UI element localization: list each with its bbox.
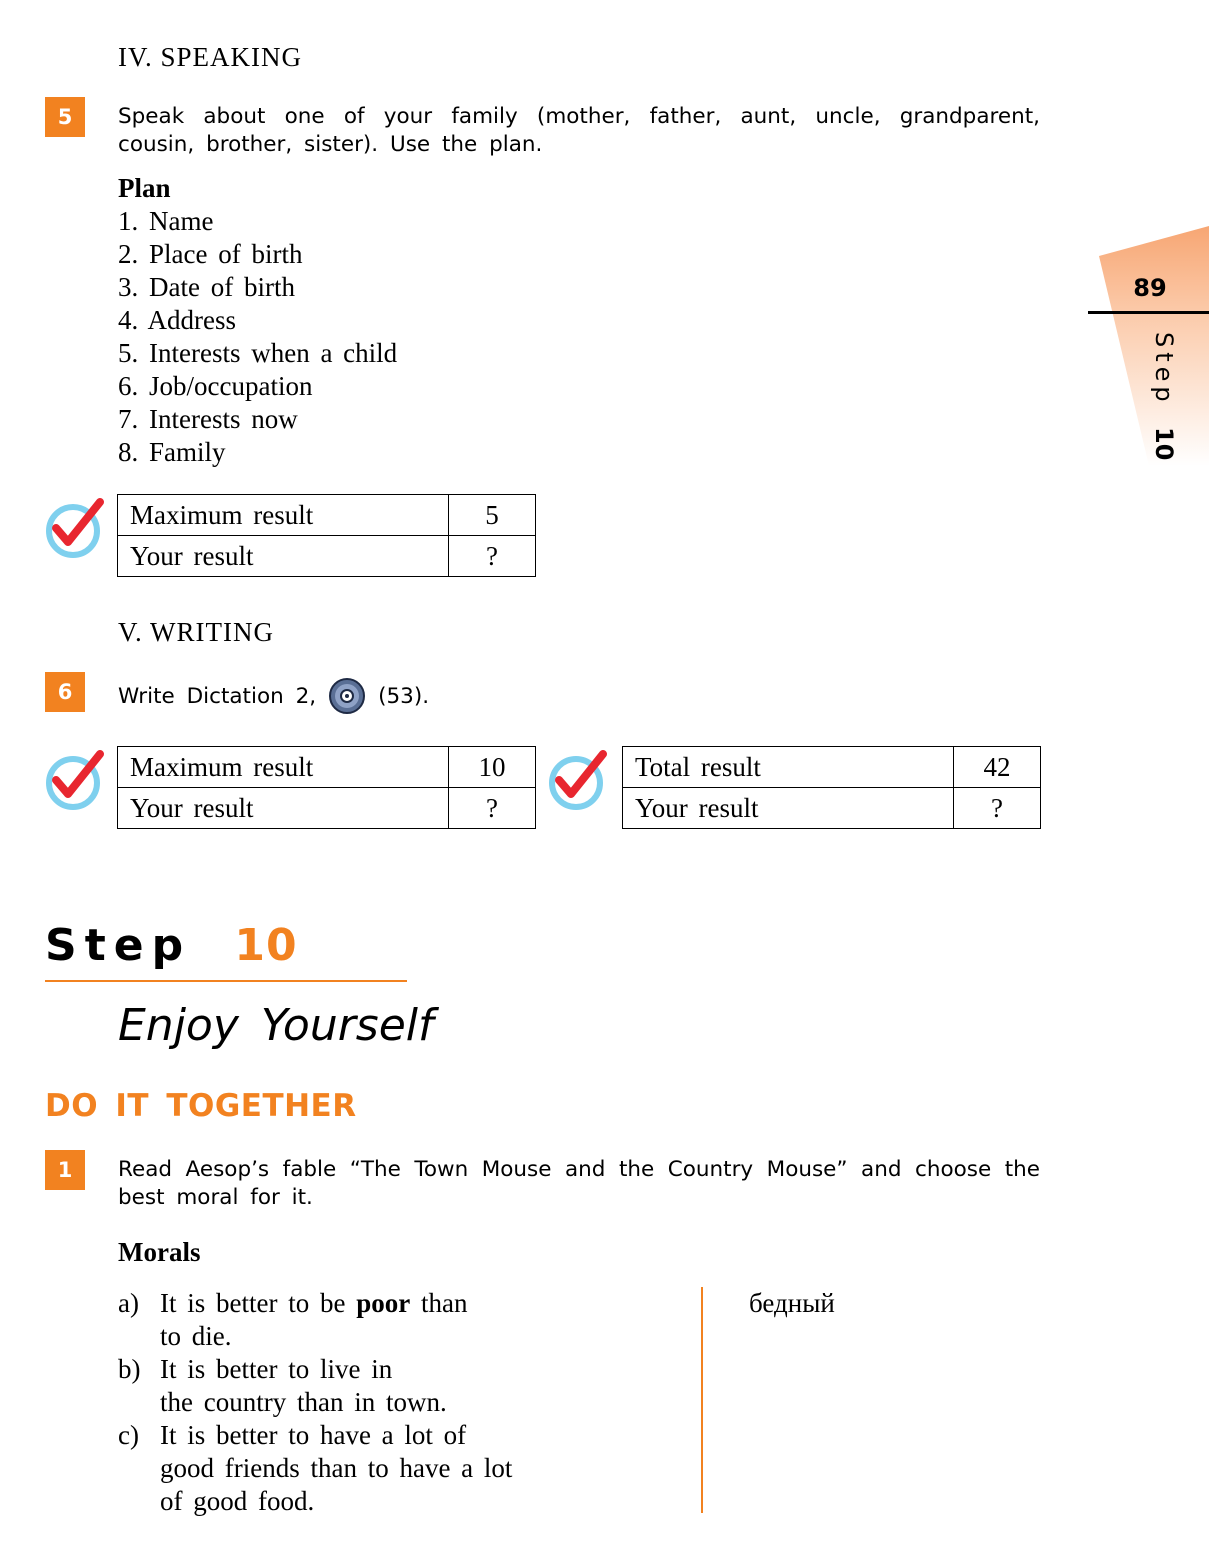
total-result-label: Total result: [623, 747, 954, 788]
moral-item[interactable]: [118, 1353, 678, 1419]
plan-item: 3. Date of birth: [118, 272, 295, 302]
task-number-badge: 1: [45, 1150, 85, 1190]
max-result-value: 10: [449, 747, 536, 788]
task-number-badge: 5: [45, 97, 85, 137]
score-table-writing: [117, 746, 536, 829]
audio-disc-icon[interactable]: [328, 677, 366, 715]
section-heading-do-it-together: DO IT TOGETHER: [45, 1088, 357, 1124]
your-result-label: Your result: [118, 536, 449, 577]
moral-text: good friends than to have a lot: [160, 1453, 513, 1483]
total-score-table: [622, 746, 1041, 829]
plan-item: 7. Interests now: [118, 404, 298, 434]
max-result-label: Maximum result: [118, 495, 449, 536]
checkmark-icon: [44, 750, 106, 812]
step-number: 10: [234, 920, 298, 971]
gloss-divider: [701, 1287, 703, 1513]
moral-letter: a): [118, 1288, 139, 1318]
task-instruction: Speak about one of your family (mother, father, aunt, uncle, grandparent, cousin, brother, sister). Use the plan.: [118, 104, 1040, 157]
plan-item: 8. Family: [118, 437, 226, 467]
max-result-label: Maximum result: [118, 747, 449, 788]
checkmark-icon: [547, 750, 609, 812]
section-heading-writing: V. WRITING: [118, 617, 274, 647]
moral-text: the country than in town.: [160, 1387, 447, 1417]
morals-title: Morals: [118, 1237, 201, 1267]
moral-text: to die.: [160, 1321, 232, 1351]
moral-letter: c): [118, 1420, 139, 1450]
plan-item: 4. Address: [118, 305, 236, 335]
track-number: (53).: [378, 684, 430, 709]
task-instruction: Read Aesop’s fable “The Town Mouse and the Country Mouse” and choose the best moral for it.: [118, 1157, 1040, 1210]
task-instruction: [118, 678, 429, 716]
moral-text: It is better to be: [160, 1288, 357, 1318]
tab-divider: [1088, 311, 1209, 314]
score-table-speaking: [117, 494, 536, 577]
side-step-number: 10: [1150, 427, 1178, 461]
total-result-value: 42: [954, 747, 1041, 788]
checkmark-icon: [44, 498, 106, 560]
side-step-label: [1138, 332, 1178, 462]
step-underline: [45, 980, 407, 982]
your-result-value[interactable]: ?: [449, 536, 536, 577]
moral-text: It is better to have a lot of: [160, 1420, 467, 1450]
plan-item: 1. Name: [118, 206, 214, 236]
moral-keyword: poor: [356, 1288, 411, 1318]
task-text: Write Dictation 2,: [118, 684, 317, 709]
plan-list: [118, 205, 397, 469]
moral-item[interactable]: [118, 1287, 678, 1353]
moral-text: of good food.: [160, 1486, 315, 1516]
moral-text: than: [410, 1288, 468, 1318]
section-heading-speaking: IV. SPEAKING: [118, 42, 303, 72]
step-word: Step: [45, 920, 192, 971]
plan-item: 2. Place of birth: [118, 239, 303, 269]
plan-item: 6. Job/occupation: [118, 371, 313, 401]
moral-text: It is better to live in: [160, 1354, 393, 1384]
step-subtitle: Enjoy Yourself: [118, 1000, 434, 1051]
morals-list: [118, 1287, 678, 1518]
your-result-label: Your result: [623, 788, 954, 829]
task-number-badge: 6: [45, 672, 85, 712]
moral-item[interactable]: [118, 1419, 678, 1518]
moral-letter: b): [118, 1354, 141, 1384]
side-step-word: Step: [1150, 332, 1178, 407]
your-result-value[interactable]: ?: [954, 788, 1041, 829]
plan-item: 5. Interests when a child: [118, 338, 398, 368]
step-heading: [45, 920, 298, 971]
plan-title: Plan: [118, 173, 171, 203]
your-result-value[interactable]: ?: [449, 788, 536, 829]
page-number: 89: [1133, 274, 1167, 302]
max-result-value: 5: [449, 495, 536, 536]
gloss-translation: бедный: [749, 1288, 835, 1318]
your-result-label: Your result: [118, 788, 449, 829]
